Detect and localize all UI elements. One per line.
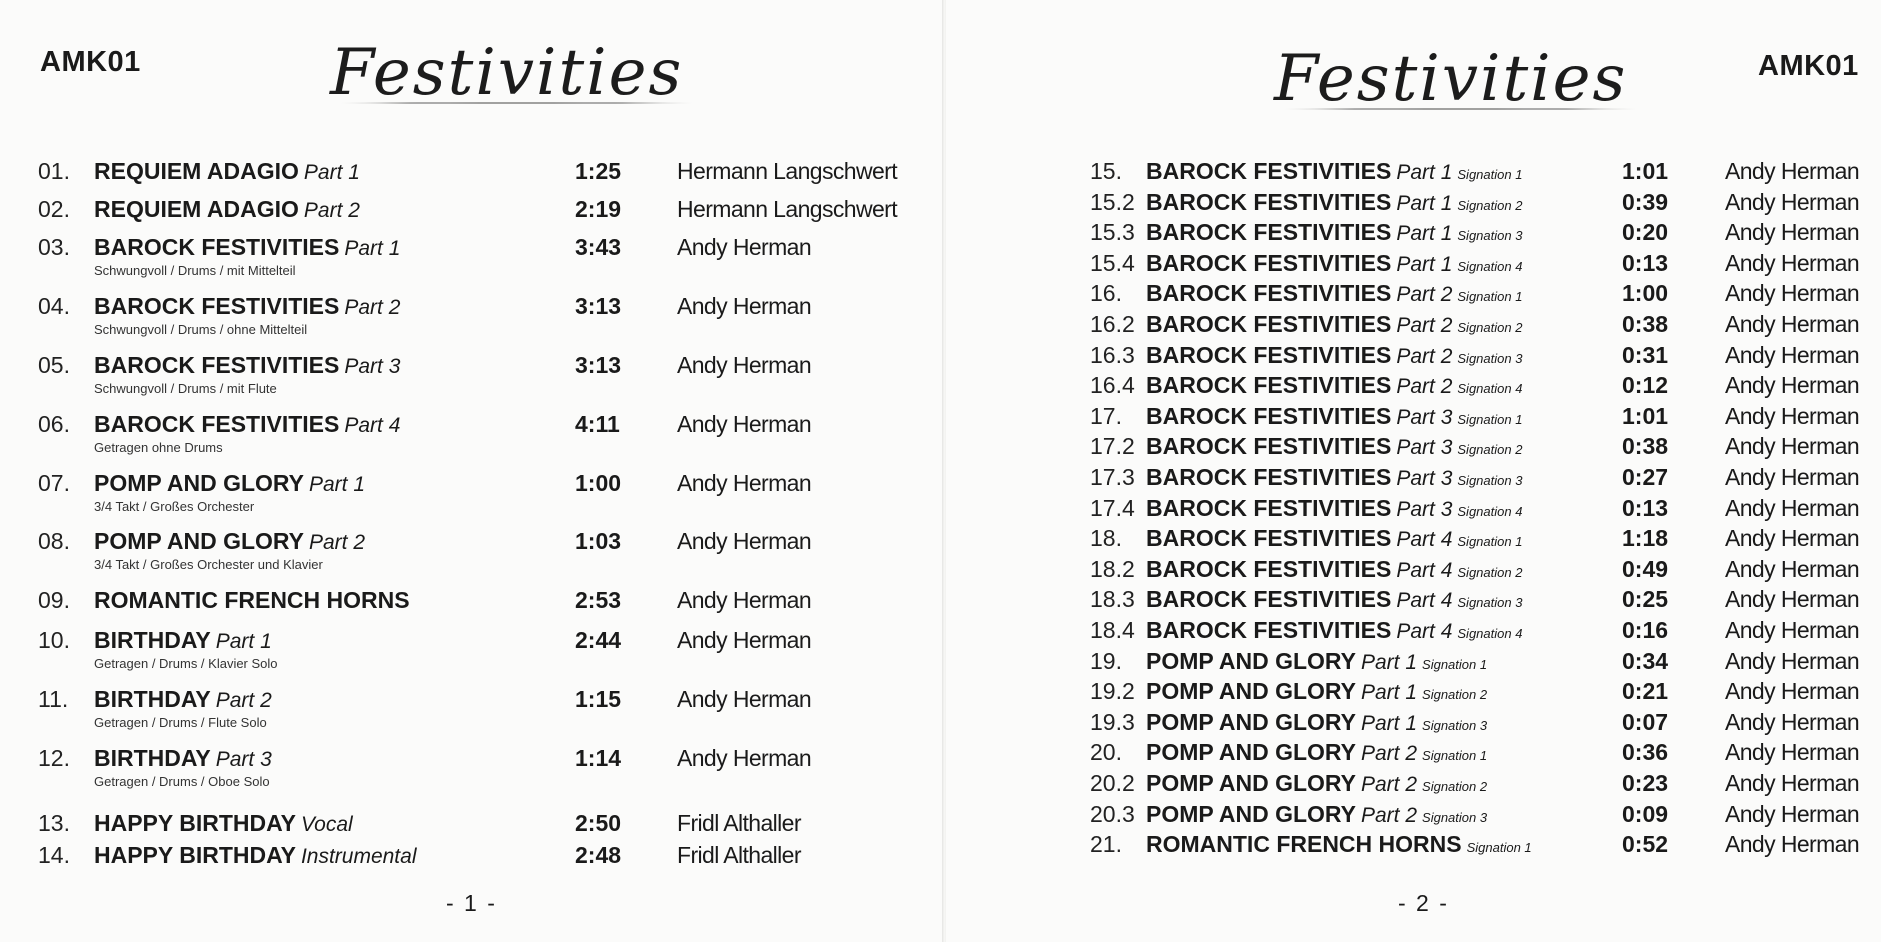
track-number: 16.2 (1090, 311, 1135, 337)
track-signation: Signation 4 (1457, 626, 1523, 641)
track-part: Part 2 (1396, 314, 1453, 337)
track-title (1146, 342, 1522, 369)
track-signation: Signation 1 (1457, 167, 1523, 182)
track-number: 19.3 (1090, 708, 1135, 735)
track-number: 11. (38, 686, 69, 712)
track-signation: Signation 1 (1457, 534, 1523, 550)
track-part: Part 3 (344, 355, 401, 378)
track-number: 18.4 (1090, 617, 1135, 643)
track-number: 13. (38, 810, 70, 836)
track-title (94, 293, 400, 320)
track-number: 16. (1090, 280, 1122, 307)
track-number: 15.2 (1090, 188, 1135, 215)
track-title-text: BIRTHDAY (94, 745, 211, 771)
track-title (94, 842, 417, 869)
track-artist: Hermann Langschwert (677, 158, 897, 184)
track-duration: 0:52 (1622, 831, 1669, 858)
catalog-number: AMK01 (40, 46, 141, 78)
track-title (1146, 433, 1522, 460)
track-artist: Andy Herman (1725, 280, 1860, 307)
track-duration: 0:21 (1622, 678, 1669, 705)
track-duration: 2:50 (575, 810, 622, 836)
track-number: 14. (38, 842, 70, 868)
track-signation: Signation 1 (1466, 840, 1532, 856)
album-title: Festivities (1274, 42, 1628, 116)
track-duration: 1:01 (1622, 158, 1669, 184)
track-duration: 0:49 (1622, 555, 1669, 582)
track-title (1146, 831, 1532, 858)
track-number: 20.2 (1090, 770, 1135, 796)
track-title-text: ROMANTIC FRENCH HORNS (94, 587, 410, 613)
track-duration: 1:01 (1622, 402, 1669, 429)
track-title-text: BAROCK FESTIVITIES (1146, 219, 1392, 246)
track-description: Getragen / Drums / Flute Solo (94, 715, 267, 730)
track-title (94, 158, 360, 185)
track-description: Schwungvoll / Drums / ohne Mittelteil (94, 322, 308, 337)
track-duration: 1:14 (575, 745, 622, 771)
track-title-text: BAROCK FESTIVITIES (94, 293, 340, 319)
track-number: 01. (38, 158, 70, 184)
track-number: 20.3 (1090, 800, 1135, 827)
track-title (1146, 801, 1487, 828)
track-duration: 0:20 (1622, 219, 1669, 246)
track-duration: 0:27 (1622, 464, 1669, 490)
track-part: Part 1 (1361, 650, 1418, 674)
track-part: Part 2 (309, 531, 366, 554)
track-part: Part 3 (215, 748, 272, 771)
track-description: Getragen / Drums / Oboe Solo (94, 774, 270, 789)
track-title-text: BAROCK FESTIVITIES (94, 234, 340, 260)
track-artist: Andy Herman (677, 234, 812, 260)
track-title-text: BIRTHDAY (94, 627, 211, 653)
track-artist: Andy Herman (677, 627, 812, 653)
track-part: Part 1 (1396, 252, 1453, 276)
track-duration: 2:44 (575, 627, 622, 653)
track-number: 18.3 (1090, 586, 1135, 613)
track-title (1146, 158, 1522, 185)
track-title (1146, 770, 1487, 797)
track-title (94, 627, 272, 654)
track-artist: Andy Herman (677, 411, 812, 437)
track-part: Part 3 (1396, 497, 1453, 521)
track-artist: Andy Herman (1725, 219, 1860, 246)
track-description: 3/4 Takt / Großes Orchester und Klavier (94, 557, 323, 572)
track-title (1146, 403, 1522, 430)
track-title-text: POMP AND GLORY (94, 470, 304, 496)
track-signation: Signation 2 (1457, 320, 1523, 335)
track-artist: Andy Herman (1725, 188, 1860, 215)
track-artist: Andy Herman (1725, 617, 1860, 643)
track-artist: Andy Herman (1725, 402, 1860, 429)
track-title (94, 528, 365, 555)
track-number: 19. (1090, 647, 1122, 674)
track-duration: 0:36 (1622, 739, 1669, 766)
right-page (946, 0, 1881, 942)
track-duration: 1:15 (575, 686, 622, 712)
track-description: Schwungvoll / Drums / mit Mittelteil (94, 263, 296, 278)
track-artist: Andy Herman (1725, 372, 1860, 399)
track-artist: Andy Herman (677, 470, 812, 496)
track-part: Part 2 (344, 296, 401, 319)
track-part: Part 2 (215, 689, 272, 712)
track-signation: Signation 1 (1457, 289, 1523, 305)
track-title-text: HAPPY BIRTHDAY (94, 810, 296, 836)
track-artist: Andy Herman (1725, 647, 1860, 674)
track-description: Getragen ohne Drums (94, 440, 223, 455)
track-part: Part 4 (1396, 620, 1453, 643)
track-title (1146, 709, 1487, 736)
track-artist: Andy Herman (1725, 770, 1860, 796)
track-title-text: BAROCK FESTIVITIES (94, 411, 340, 437)
track-duration: 3:13 (575, 293, 622, 319)
track-number: 21. (1090, 831, 1122, 858)
track-number: 16.3 (1090, 341, 1135, 368)
track-artist: Andy Herman (1725, 341, 1860, 368)
track-part: Part 3 (1396, 405, 1453, 429)
track-title-text: BAROCK FESTIVITIES (1146, 494, 1392, 521)
track-part: Part 1 (309, 473, 366, 496)
track-part: Part 2 (1361, 803, 1418, 827)
track-number: 02. (38, 196, 70, 222)
track-number: 17.4 (1090, 494, 1135, 521)
track-artist: Andy Herman (677, 745, 812, 771)
track-title (1146, 464, 1522, 491)
track-title (1146, 219, 1522, 246)
track-part: Part 2 (1361, 773, 1418, 796)
track-title-text: BAROCK FESTIVITIES (94, 352, 340, 378)
track-signation: Signation 3 (1457, 595, 1523, 611)
track-duration: 2:19 (575, 196, 622, 222)
track-title-text: HAPPY BIRTHDAY (94, 842, 296, 868)
track-duration: 2:48 (575, 842, 622, 868)
track-artist: Fridl Althaller (677, 810, 801, 836)
track-title (94, 745, 272, 772)
track-number: 09. (38, 587, 70, 613)
track-title (1146, 648, 1487, 675)
track-duration: 1:00 (575, 470, 622, 496)
track-title-text: BAROCK FESTIVITIES (1146, 341, 1392, 368)
track-title-text: POMP AND GLORY (1146, 739, 1356, 766)
track-number: 20. (1090, 739, 1122, 766)
track-part: Part 1 (1396, 222, 1453, 246)
track-artist: Andy Herman (1725, 831, 1860, 858)
track-artist: Andy Herman (677, 528, 812, 554)
track-number: 03. (38, 234, 70, 260)
track-duration: 1:03 (575, 528, 622, 554)
track-artist: Andy Herman (1725, 525, 1860, 552)
track-number: 15.4 (1090, 249, 1135, 276)
track-duration: 0:13 (1622, 249, 1669, 276)
track-signation: Signation 4 (1457, 258, 1523, 274)
track-description: Schwungvoll / Drums / mit Flute (94, 381, 277, 396)
track-signation: Signation 1 (1422, 748, 1488, 764)
track-description: 3/4 Takt / Großes Orchester (94, 499, 255, 514)
track-number: 05. (38, 352, 70, 378)
track-number: 15.3 (1090, 219, 1135, 246)
track-duration: 3:13 (575, 352, 622, 378)
catalog-number: AMK01 (1758, 50, 1859, 82)
track-duration: 0:23 (1622, 770, 1669, 796)
track-artist: Fridl Althaller (677, 842, 801, 868)
track-duration: 0:13 (1622, 494, 1669, 521)
track-title-text: BAROCK FESTIVITIES (1146, 464, 1392, 490)
track-number: 04. (38, 293, 70, 319)
track-title-text: POMP AND GLORY (1146, 647, 1356, 674)
track-duration: 0:39 (1622, 188, 1669, 215)
track-number: 15. (1090, 158, 1122, 184)
track-signation: Signation 3 (1422, 809, 1488, 825)
track-title (94, 587, 410, 614)
track-part: Part 1 (215, 630, 272, 653)
track-title-text: POMP AND GLORY (1146, 770, 1356, 796)
track-number: 18. (1090, 525, 1122, 552)
track-title (1146, 678, 1487, 705)
track-signation: Signation 1 (1422, 656, 1488, 672)
track-title-text: POMP AND GLORY (1146, 678, 1356, 705)
track-part: Part 2 (1396, 344, 1453, 368)
track-title-text: BAROCK FESTIVITIES (1146, 158, 1392, 184)
track-artist: Andy Herman (677, 686, 812, 712)
track-duration: 0:38 (1622, 433, 1669, 460)
track-number: 18.2 (1090, 555, 1135, 582)
track-number: 17. (1090, 402, 1122, 429)
track-title (1146, 556, 1522, 583)
track-title (1146, 250, 1522, 277)
track-title (1146, 372, 1522, 399)
track-title-text: BAROCK FESTIVITIES (1146, 555, 1392, 582)
track-title (1146, 617, 1522, 644)
page-number: - 1 - (446, 890, 497, 916)
track-part: Part 2 (303, 199, 360, 222)
track-title (94, 686, 272, 713)
track-title-text: BAROCK FESTIVITIES (1146, 280, 1392, 307)
track-duration: 1:18 (1622, 525, 1669, 552)
track-signation: Signation 1 (1457, 411, 1523, 427)
track-title-text: BIRTHDAY (94, 686, 211, 712)
track-duration: 0:12 (1622, 372, 1669, 399)
track-part: Part 4 (344, 414, 401, 437)
track-title (1146, 586, 1522, 613)
track-artist: Andy Herman (1725, 464, 1860, 490)
track-title (94, 234, 400, 261)
track-artist: Andy Herman (677, 587, 812, 613)
track-signation: Signation 4 (1457, 381, 1523, 397)
track-number: 08. (38, 528, 70, 554)
track-title-text: BAROCK FESTIVITIES (1146, 188, 1392, 215)
track-artist: Andy Herman (1725, 800, 1860, 827)
track-title (1146, 311, 1522, 338)
track-duration: 4:11 (575, 411, 620, 437)
track-part: Vocal (300, 813, 353, 836)
track-signation: Signation 3 (1457, 228, 1523, 244)
track-part: Instrumental (300, 845, 417, 868)
track-title-text: BAROCK FESTIVITIES (1146, 249, 1392, 276)
track-duration: 0:38 (1622, 311, 1669, 337)
track-duration: 2:53 (575, 587, 622, 613)
track-artist: Andy Herman (1725, 433, 1860, 460)
track-artist: Andy Herman (1725, 158, 1860, 184)
track-number: 12. (38, 745, 70, 771)
track-signation: Signation 2 (1422, 779, 1488, 794)
track-part: Part 2 (1396, 283, 1453, 307)
track-number: 10. (38, 627, 70, 653)
track-title-text: REQUIEM ADAGIO (94, 196, 299, 222)
track-part: Part 1 (303, 161, 360, 184)
track-duration: 0:34 (1622, 647, 1669, 674)
track-part: Part 1 (344, 237, 401, 260)
track-title (94, 470, 365, 497)
track-title (1146, 495, 1522, 522)
track-part: Part 1 (1361, 681, 1418, 705)
track-signation: Signation 2 (1457, 564, 1523, 580)
track-number: 19.2 (1090, 678, 1135, 705)
track-signation: Signation 2 (1457, 197, 1523, 213)
track-duration: 1:25 (575, 158, 622, 184)
track-title (94, 352, 400, 379)
track-number: 17.3 (1090, 464, 1135, 490)
page-number: - 2 - (1398, 890, 1449, 916)
track-part: Part 4 (1396, 558, 1453, 582)
track-part: Part 4 (1396, 528, 1453, 552)
track-artist: Andy Herman (1725, 678, 1860, 705)
track-title (94, 411, 400, 438)
track-title-text: BAROCK FESTIVITIES (1146, 402, 1392, 429)
track-signation: Signation 3 (1457, 473, 1523, 488)
track-artist: Andy Herman (1725, 739, 1860, 766)
track-title-text: POMP AND GLORY (94, 528, 304, 554)
track-signation: Signation 3 (1422, 717, 1488, 733)
track-signation: Signation 2 (1457, 442, 1523, 458)
track-artist: Andy Herman (1725, 494, 1860, 521)
track-duration: 3:43 (575, 234, 622, 260)
track-signation: Signation 3 (1457, 350, 1523, 366)
track-title-text: BAROCK FESTIVITIES (1146, 372, 1392, 399)
track-artist: Hermann Langschwert (677, 196, 897, 222)
track-number: 07. (38, 470, 70, 496)
track-artist: Andy Herman (1725, 586, 1860, 613)
track-part: Part 1 (1396, 191, 1453, 215)
track-title-text: POMP AND GLORY (1146, 708, 1356, 735)
track-title-text: POMP AND GLORY (1146, 800, 1356, 827)
track-title (94, 810, 353, 837)
track-title-text: BAROCK FESTIVITIES (1146, 617, 1392, 643)
track-number: 17.2 (1090, 433, 1135, 460)
track-title (1146, 280, 1522, 307)
track-artist: Andy Herman (677, 293, 812, 319)
track-artist: Andy Herman (1725, 555, 1860, 582)
track-duration: 0:25 (1622, 586, 1669, 613)
album-title: Festivities (330, 36, 684, 110)
track-title (1146, 525, 1522, 552)
track-part: Part 1 (1361, 711, 1418, 735)
track-title-text: REQUIEM ADAGIO (94, 158, 299, 184)
track-duration: 1:00 (1622, 280, 1669, 307)
track-artist: Andy Herman (1725, 311, 1860, 337)
track-title (1146, 739, 1487, 766)
track-artist: Andy Herman (1725, 249, 1860, 276)
track-title-text: BAROCK FESTIVITIES (1146, 311, 1392, 337)
track-part: Part 2 (1361, 742, 1418, 766)
track-number: 16.4 (1090, 372, 1135, 399)
track-title-text: BAROCK FESTIVITIES (1146, 586, 1392, 613)
track-part: Part 4 (1396, 589, 1453, 613)
track-part: Part 1 (1396, 161, 1453, 184)
track-signation: Signation 2 (1422, 687, 1488, 703)
track-title-text: BAROCK FESTIVITIES (1146, 433, 1392, 460)
track-duration: 0:09 (1622, 800, 1669, 827)
track-description: Getragen / Drums / Klavier Solo (94, 656, 278, 671)
track-duration: 0:07 (1622, 708, 1669, 735)
track-duration: 0:16 (1622, 617, 1669, 643)
track-duration: 0:31 (1622, 341, 1669, 368)
track-signation: Signation 4 (1457, 503, 1523, 519)
track-artist: Andy Herman (677, 352, 812, 378)
track-title (1146, 189, 1522, 216)
track-title (94, 196, 360, 223)
track-artist: Andy Herman (1725, 708, 1860, 735)
track-part: Part 2 (1396, 375, 1453, 399)
track-number: 06. (38, 411, 70, 437)
track-part: Part 3 (1396, 436, 1453, 460)
track-part: Part 3 (1396, 467, 1453, 490)
track-title-text: ROMANTIC FRENCH HORNS (1146, 831, 1462, 858)
track-title-text: BAROCK FESTIVITIES (1146, 525, 1392, 552)
